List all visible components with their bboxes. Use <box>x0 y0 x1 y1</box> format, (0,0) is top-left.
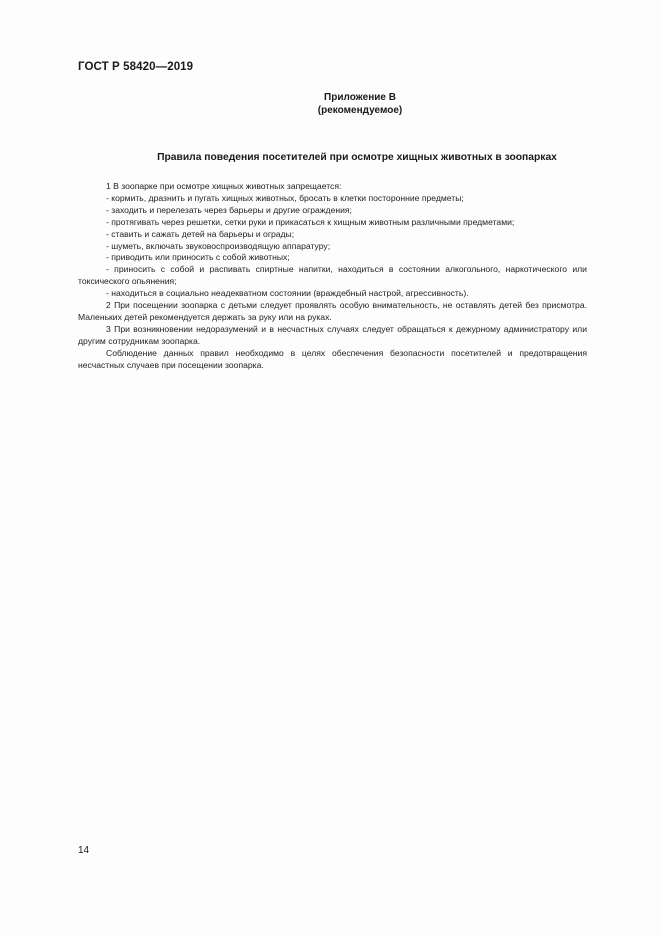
list-item: - заходить и перелезать через барьеры и другие ограждения; <box>106 204 352 215</box>
appendix-subtitle: (рекомендуемое) <box>317 105 403 116</box>
section-title: Правила поведения посетителей при осмотре хищных животных в зоопарках <box>157 152 557 163</box>
paragraph: Соблюдение данных правил необходимо в целях обеспечения безопасности посетителей и предотвращения несчастных случаев при посещении зоопарка. <box>78 347 587 370</box>
list-item: - находиться в социально неадекватном состоянии (враждебный настрой, агрессивность). <box>106 288 469 299</box>
page-number: 14 <box>78 845 90 856</box>
list-item: - приводить или приносить с собой животных; <box>106 252 290 263</box>
list-item: - шуметь, включать звуковоспроизводящую аппаратуру; <box>106 240 331 251</box>
appendix-heading <box>260 91 460 117</box>
list-item: - ставить и сажать детей на барьеры и ограды; <box>106 228 295 239</box>
appendix-title: Приложение В <box>324 92 396 103</box>
paragraph: 1 В зоопарке при осмотре хищных животных запрещается: <box>106 181 342 191</box>
document-header: ГОСТ Р 58420—2019 <box>78 61 194 73</box>
rules-text <box>78 181 587 372</box>
paragraph: 3 При возникновении недоразумений и в несчастных случаях следует обращаться к дежурному администратору или другим сотрудникам зоопарка. <box>78 323 587 346</box>
list-item: - приносить с собой и распивать спиртные напитки, находиться в состоянии алкогольного, наркотического или токсического опьянения; <box>78 264 587 287</box>
list-item: - протягивать через решетки, сетки руки и прикасаться к хищным животным различными предметами; <box>106 216 515 227</box>
paragraph: 2 При посещении зоопарка с детьми следует проявлять особую внимательность, не оставлять детей без присмотра. Маленьких детей рекомендуется держать за руку или на руках. <box>78 300 587 322</box>
list-item: - кормить, дразнить и пугать хищных животных, бросать в клетки посторонние предметы; <box>106 192 464 203</box>
